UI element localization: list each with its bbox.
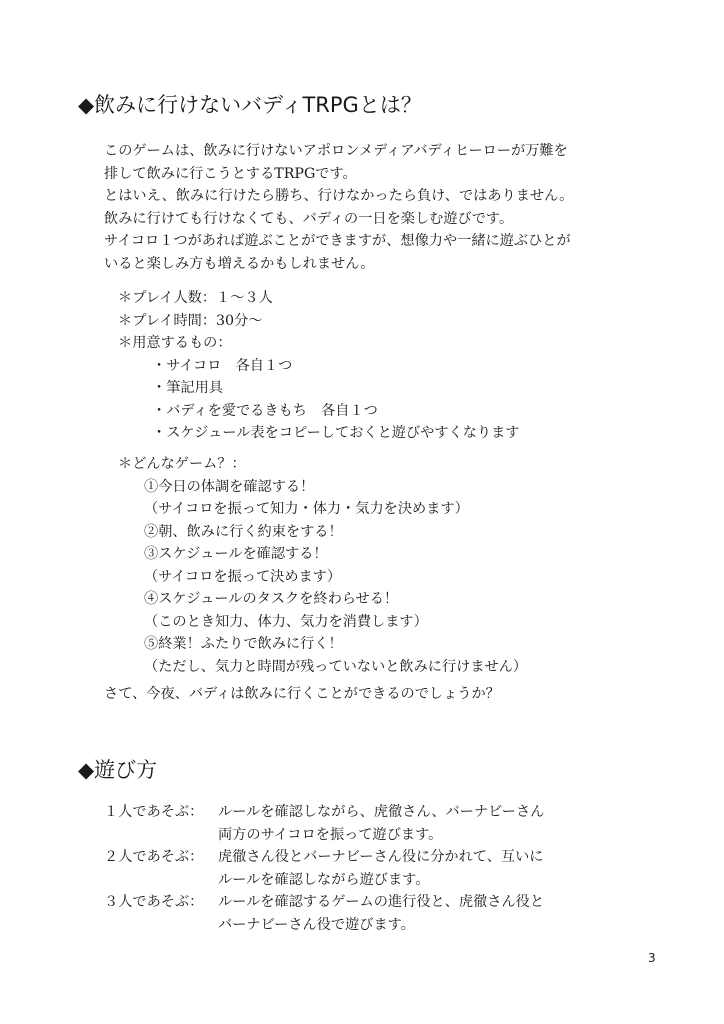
intro-line: いると楽しみ方も増えるかもしれません。 [104, 255, 375, 272]
prep-item: ・サイコロ 各自１つ [152, 357, 293, 374]
game-flow-note: （サイコロを振って知力・体力・気力を決めます） [144, 501, 469, 517]
intro-line: サイコロ１つがあれば遊ぶことができますが、想像力や一緒に遊ぶひとが [104, 233, 571, 249]
intro-line: とはいえ、飲みに行けたら勝ち、行けなかったら負け、ではありません。 [104, 188, 574, 204]
how-to-play-line: バーナビーさん役で遊びます。 [218, 916, 415, 933]
how-to-play-line: 虎徹さん役とバーナビーさん役に分かれて、互いに [218, 849, 544, 865]
how-to-play-row [104, 801, 544, 846]
section-title-about: ◆飲みに行けないバディTRPGとは？ [78, 93, 422, 117]
closing-question: さて、今夜、バディは飲みに行くことができるのでしょうか？ [104, 686, 500, 702]
page-number: 3 [648, 951, 656, 965]
player-count-label: ３人であそぶ： [104, 894, 204, 910]
how-to-play-row [104, 891, 544, 936]
intro-paragraph [104, 140, 664, 275]
intro-line: 排して飲みに行こうとするTRPGです。 [104, 165, 357, 182]
game-flow [118, 453, 527, 678]
game-flow-label: ＊どんなゲーム？： [118, 456, 246, 472]
how-to-play-line: ルールを確認しながら、虎徹さん、バーナビーさん [218, 804, 545, 820]
intro-line: このゲームは、飲みに行けないアポロンメディアバディヒーローが万難を [104, 143, 568, 159]
how-to-play-list [104, 801, 544, 936]
game-flow-step: ④スケジュールのタスクを終わらせる！ [144, 591, 399, 607]
spec-players: ＊プレイ人数：１～３人 [118, 290, 273, 306]
how-to-play-line: 両方のサイコロを振って遊びます。 [218, 826, 443, 843]
spec-prep-label: ＊用意するもの： [118, 335, 232, 351]
player-count-label: １人であそぶ： [104, 804, 204, 820]
game-flow-note: （サイコロを振って決めます） [144, 568, 342, 585]
section-title-how-to-play: ◆遊び方 [78, 758, 158, 782]
how-to-play-row [104, 846, 544, 891]
prep-item: ・スケジュール表をコピーしておくと遊びやすくなります [152, 425, 520, 441]
game-flow-note: （このとき知力、体力、気力を消費します） [144, 613, 428, 630]
spec-list [118, 287, 519, 445]
intro-line: 飲みに行けても行けなくても、バディの一日を楽しむ遊びです。 [104, 210, 514, 227]
game-flow-note: （ただし、気力と時間が残っていないと飲みに行けません） [144, 658, 528, 675]
prep-item: ・バディを愛でるきもち 各自１つ [152, 402, 378, 419]
game-flow-step: ⑤終業！ふたりで飲みに行く！ [144, 636, 343, 652]
game-flow-step: ③スケジュールを確認する！ [144, 546, 328, 562]
game-flow-step: ②朝、飲みに行く約束をする！ [144, 523, 343, 540]
prep-item: ・筆記用具 [152, 380, 223, 396]
how-to-play-line: ルールを確認しながら遊びます。 [218, 871, 430, 888]
player-count-label: ２人であそぶ： [104, 849, 204, 865]
how-to-play-line: ルールを確認するゲームの進行役と、虎徹さん役と [218, 894, 545, 910]
game-flow-step: ①今日の体調を確認する！ [144, 478, 315, 495]
spec-time: ＊プレイ時間：30分～ [118, 312, 263, 329]
